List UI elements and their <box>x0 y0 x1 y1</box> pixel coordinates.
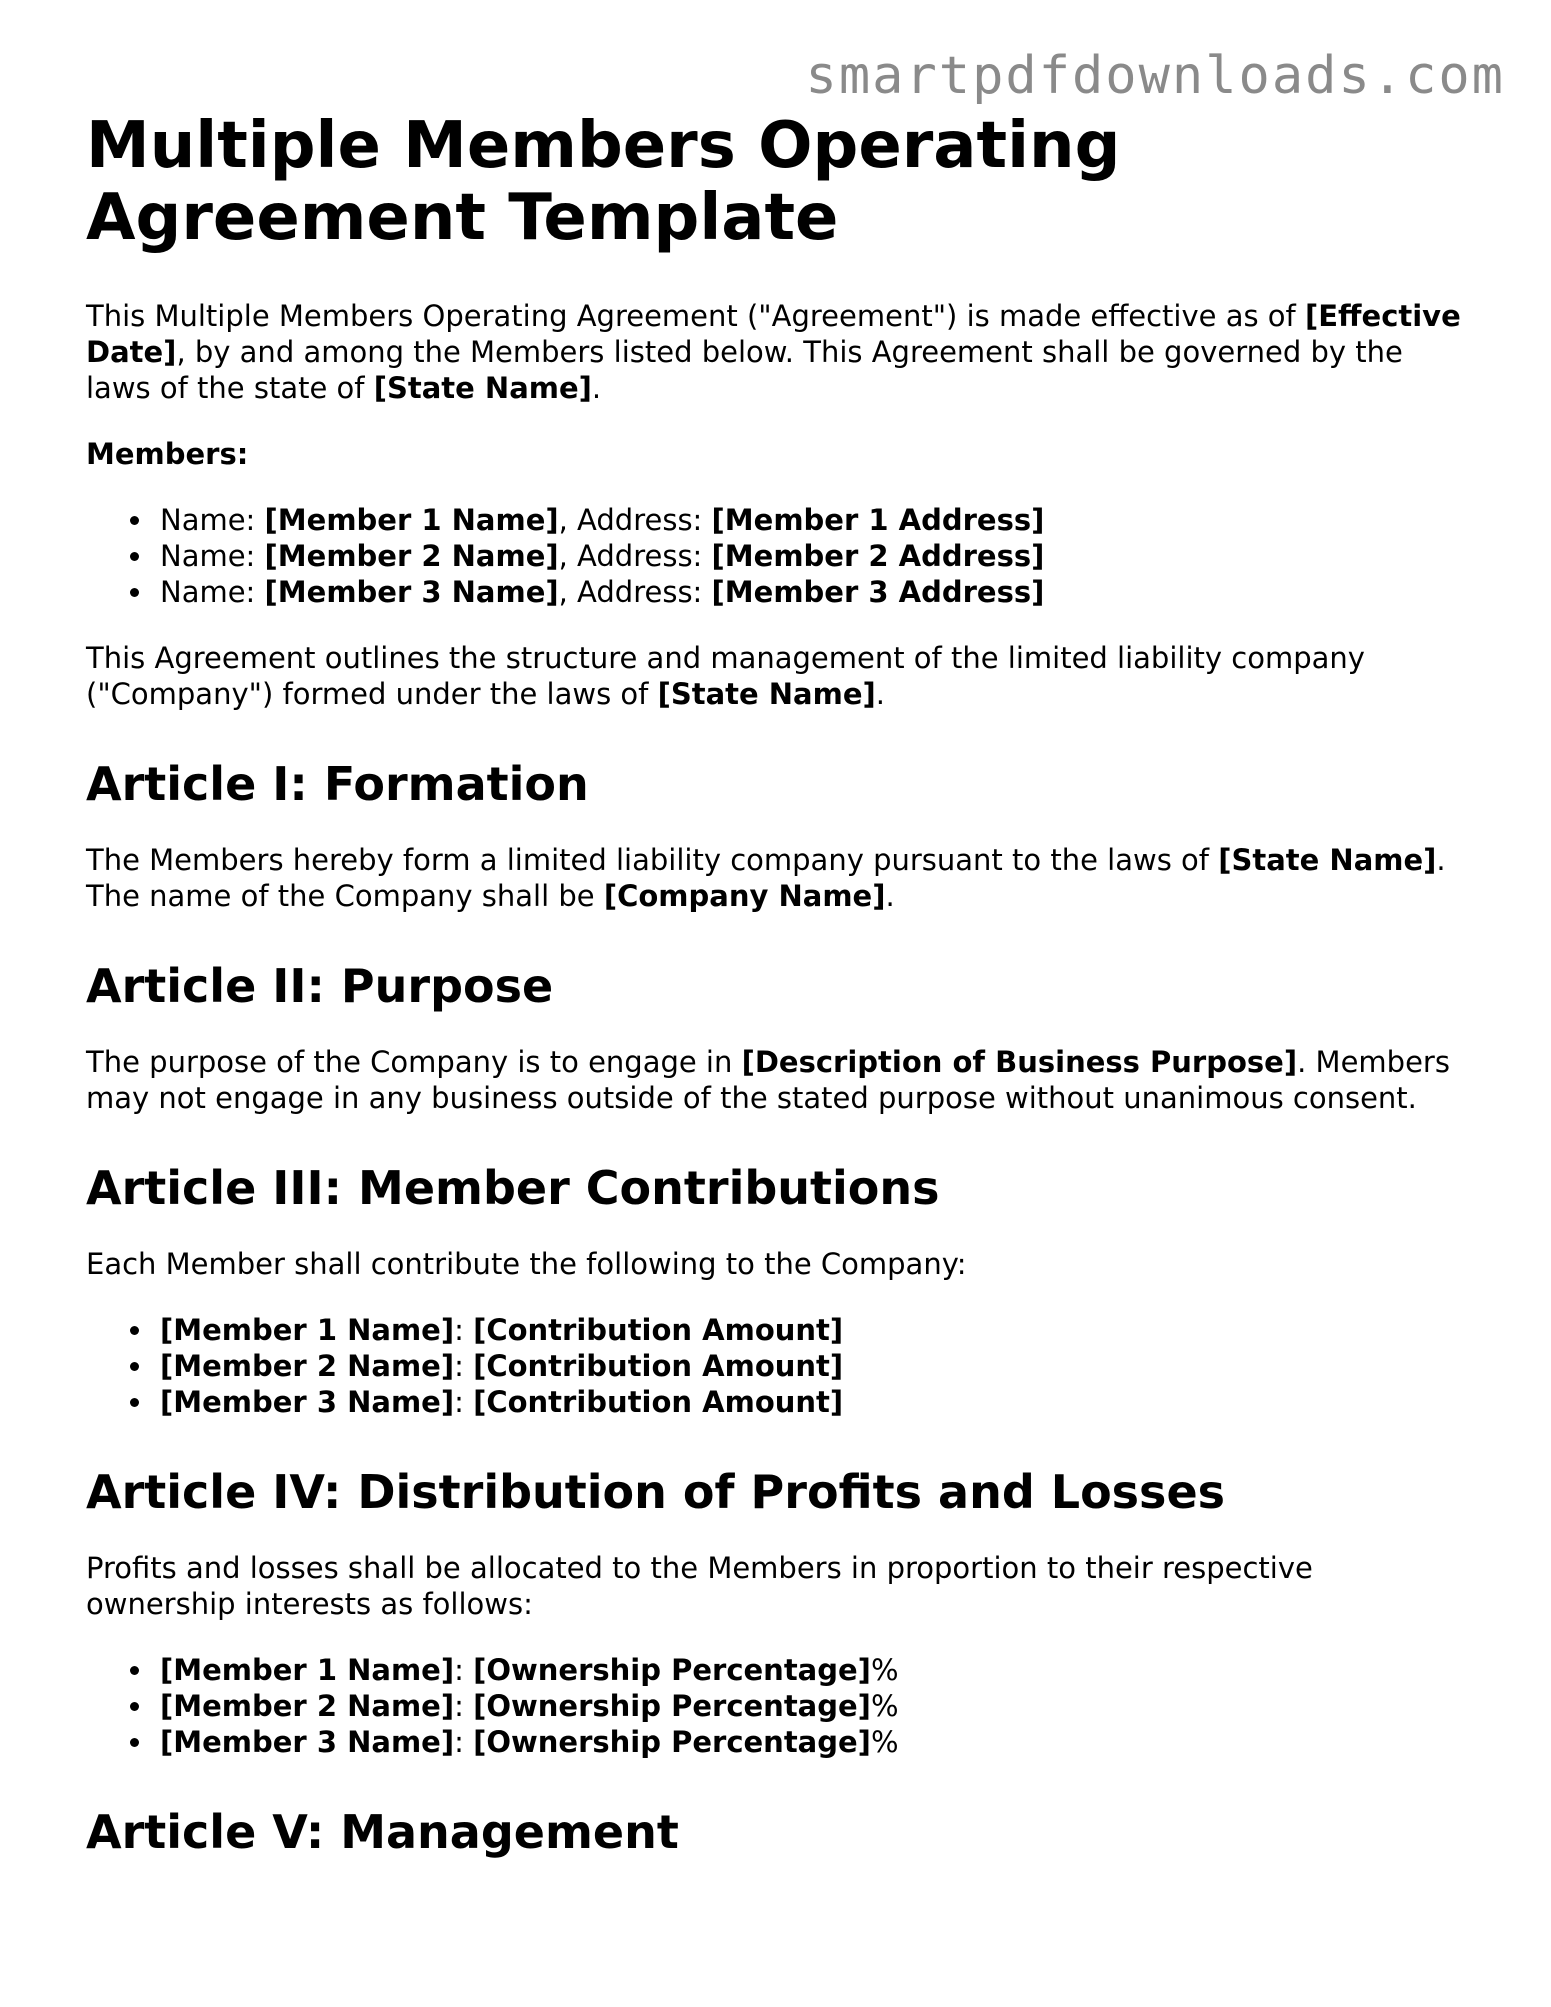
company-name-placeholder: [Company Name] <box>603 879 886 913</box>
outline-paragraph <box>86 640 1466 712</box>
member-name: [Member 2 Name] <box>264 539 559 573</box>
list-item <box>160 1688 1466 1724</box>
member-address: [Member 2 Address] <box>711 539 1045 573</box>
ownership-percentage: [Ownership Percentage] <box>473 1725 871 1759</box>
article-4-heading: Article IV: Distribution of Profits and Losses <box>86 1465 1226 1519</box>
article-4-intro: Profits and losses shall be allocated to the Members in proportion to their respective ownership interests as follows: <box>86 1551 1313 1621</box>
article-3-heading: Article III: Member Contributions <box>86 1161 940 1215</box>
address-label: , Address: <box>558 575 712 609</box>
watermark: smartpdfdownloads.com <box>805 46 1505 106</box>
members-label: Members: <box>86 437 249 471</box>
address-label: , Address: <box>558 503 712 537</box>
article-1-text-3: . <box>885 879 895 913</box>
name-label: Name: <box>160 503 265 537</box>
member-name: [Member 2 Name] <box>160 1689 455 1723</box>
list-item <box>160 538 1466 574</box>
separator: : <box>454 1313 474 1347</box>
state-name-placeholder: [State Name] <box>657 677 876 711</box>
document-title: Multiple Members Operating Agreement Template <box>86 109 1121 255</box>
list-item <box>160 1652 1466 1688</box>
list-item <box>160 1348 1466 1384</box>
ownership-percentage: [Ownership Percentage] <box>473 1653 871 1687</box>
article-5-heading: Article V: Management <box>86 1805 679 1859</box>
article-1-heading: Article I: Formation <box>86 757 589 811</box>
separator: : <box>454 1689 474 1723</box>
ownership-list <box>86 1652 1466 1760</box>
article-2-heading: Article II: Purpose <box>86 959 554 1013</box>
separator: : <box>454 1349 474 1383</box>
member-address: [Member 3 Address] <box>711 575 1045 609</box>
ownership-percentage: [Ownership Percentage] <box>473 1689 871 1723</box>
business-purpose-placeholder: [Description of Business Purpose] <box>741 1045 1298 1079</box>
separator: : <box>454 1385 474 1419</box>
member-name: [Member 2 Name] <box>160 1349 455 1383</box>
contributions-list <box>86 1312 1466 1420</box>
list-item <box>160 1724 1466 1760</box>
member-name: [Member 3 Name] <box>160 1385 455 1419</box>
separator: : <box>454 1653 474 1687</box>
percent-sign: % <box>870 1689 899 1723</box>
article-1-paragraph <box>86 842 1466 914</box>
document-page <box>86 110 1466 1890</box>
members-list <box>86 502 1466 610</box>
list-item <box>160 1384 1466 1420</box>
member-name: [Member 1 Name] <box>160 1313 455 1347</box>
article-1-text-2: . The name of the Company shall be <box>86 843 1446 913</box>
member-name: [Member 3 Name] <box>160 1725 455 1759</box>
effective-date-placeholder: [Effective Date] <box>86 299 1461 369</box>
member-name: [Member 1 Name] <box>264 503 559 537</box>
member-name: [Member 3 Name] <box>264 575 559 609</box>
intro-paragraph <box>86 298 1466 406</box>
name-label: Name: <box>160 575 265 609</box>
list-item <box>160 574 1466 610</box>
intro-text-2: , by and among the Members listed below. This Agreement shall be governed by the laws of the state of <box>86 335 1403 405</box>
article-2-paragraph <box>86 1044 1466 1116</box>
article-1-text-1: The Members hereby form a limited liability company pursuant to the laws of <box>86 843 1219 877</box>
article-3-intro: Each Member shall contribute the following to the Company: <box>86 1247 967 1281</box>
name-label: Name: <box>160 539 265 573</box>
outline-text-2: . <box>875 677 885 711</box>
list-item <box>160 1312 1466 1348</box>
state-name-placeholder: [State Name] <box>1218 843 1437 877</box>
member-address: [Member 1 Address] <box>711 503 1045 537</box>
separator: : <box>454 1725 474 1759</box>
percent-sign: % <box>870 1725 899 1759</box>
state-name-placeholder: [State Name] <box>373 371 592 405</box>
contribution-amount: [Contribution Amount] <box>473 1385 844 1419</box>
intro-text-1: This Multiple Members Operating Agreement ("Agreement") is made effective as of <box>86 299 1305 333</box>
article-2-text-2: . Members may not engage in any business outside of the stated purpose without unanimous consent. <box>86 1045 1450 1115</box>
contribution-amount: [Contribution Amount] <box>473 1349 844 1383</box>
member-name: [Member 1 Name] <box>160 1653 455 1687</box>
intro-text-3: . <box>591 371 602 405</box>
percent-sign: % <box>870 1653 899 1687</box>
list-item <box>160 502 1466 538</box>
address-label: , Address: <box>558 539 712 573</box>
outline-text-1: This Agreement outlines the structure and management of the limited liability company ("Company") formed under the laws of <box>86 641 1365 711</box>
article-2-text-1: The purpose of the Company is to engage in <box>86 1045 742 1079</box>
contribution-amount: [Contribution Amount] <box>473 1313 844 1347</box>
